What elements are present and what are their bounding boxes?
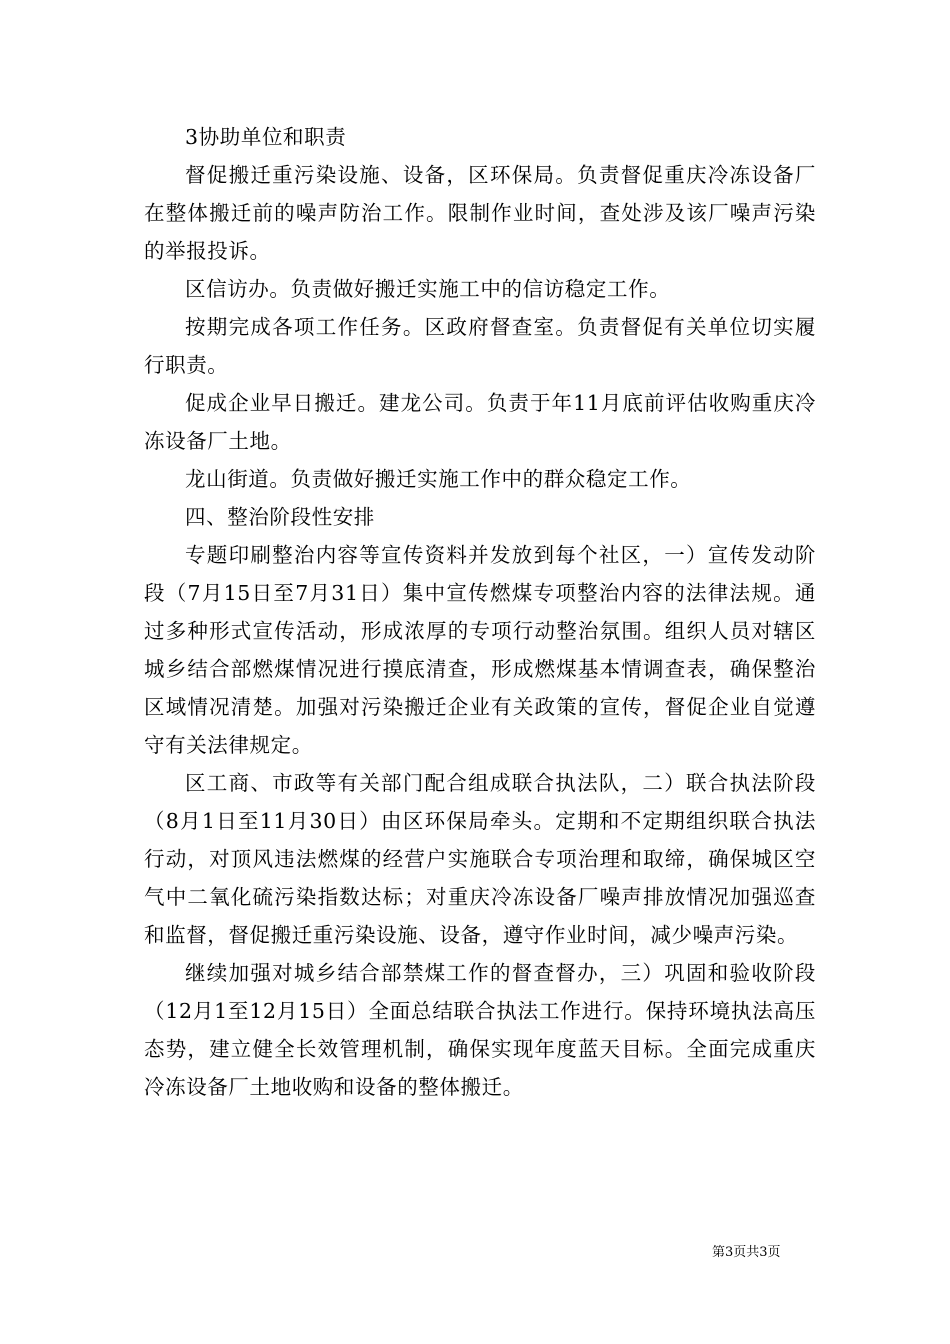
section-heading-phased-arrangement: 四、整治阶段性安排 <box>185 505 375 529</box>
paragraph-phase-one: 专题印刷整治内容等宣传资料并发放到每个社区，一）宣传发动阶段（7月15日至7月31日）集中宣传燃煤专项整治内容的法律法规。通过多种形式宣传活动，形成浓厚的专项行动整治氛围。组织人员对辖区城乡结合部燃煤情况进行摸底清查，形成燃煤基本情调查表，确保整治区域情况清楚。加强对污染搬迁企业有关政策的宣传，督促企业自觉遵守有关法律规定。 <box>144 543 816 757</box>
paragraph-environmental-bureau: 督促搬迁重污染设施、设备，区环保局。负责督促重庆冷冻设备厂在整体搬迁前的噪声防治工作。限制作业时间，查处涉及该厂噪声污染的举报投诉。 <box>144 163 816 263</box>
paragraph-longshan-street: 龙山街道。负责做好搬迁实施工作中的群众稳定工作。 <box>185 467 692 491</box>
section-heading-assisting-units: 3协助单位和职责 <box>185 125 347 149</box>
paragraph-phase-two: 区工商、市政等有关部门配合组成联合执法队，二）联合执法阶段（8月1日至11月30日）由区环保局牵头。定期和不定期组织联合执法行动，对顶风违法燃煤的经营户实施联合专项治理和取缔，确保城区空气中二氧化硫污染指数达标；对重庆冷冻设备厂噪声排放情况加强巡查和监督，督促搬迁重污染设施、设备，遵守作业时间，减少噪声污染。 <box>144 771 816 947</box>
paragraph-supervision-office: 按期完成各项工作任务。区政府督查室。负责督促有关单位切实履行职责。 <box>144 315 816 377</box>
paragraph-petition-office: 区信访办。负责做好搬迁实施工中的信访稳定工作。 <box>185 277 671 301</box>
document-body <box>144 118 816 1106</box>
page-number-footer: 第3页共3页 <box>712 1245 781 1260</box>
paragraph-jianlong-company: 促成企业早日搬迁。建龙公司。负责于年11月底前评估收购重庆冷冻设备厂土地。 <box>144 391 816 453</box>
paragraph-phase-three: 继续加强对城乡结合部禁煤工作的督查督办，三）巩固和验收阶段（12月1至12月15日）全面总结联合执法工作进行。保持环境执法高压态势，建立健全长效管理机制，确保实现年度蓝天目标。全面完成重庆冷冻设备厂土地收购和设备的整体搬迁。 <box>144 961 816 1099</box>
